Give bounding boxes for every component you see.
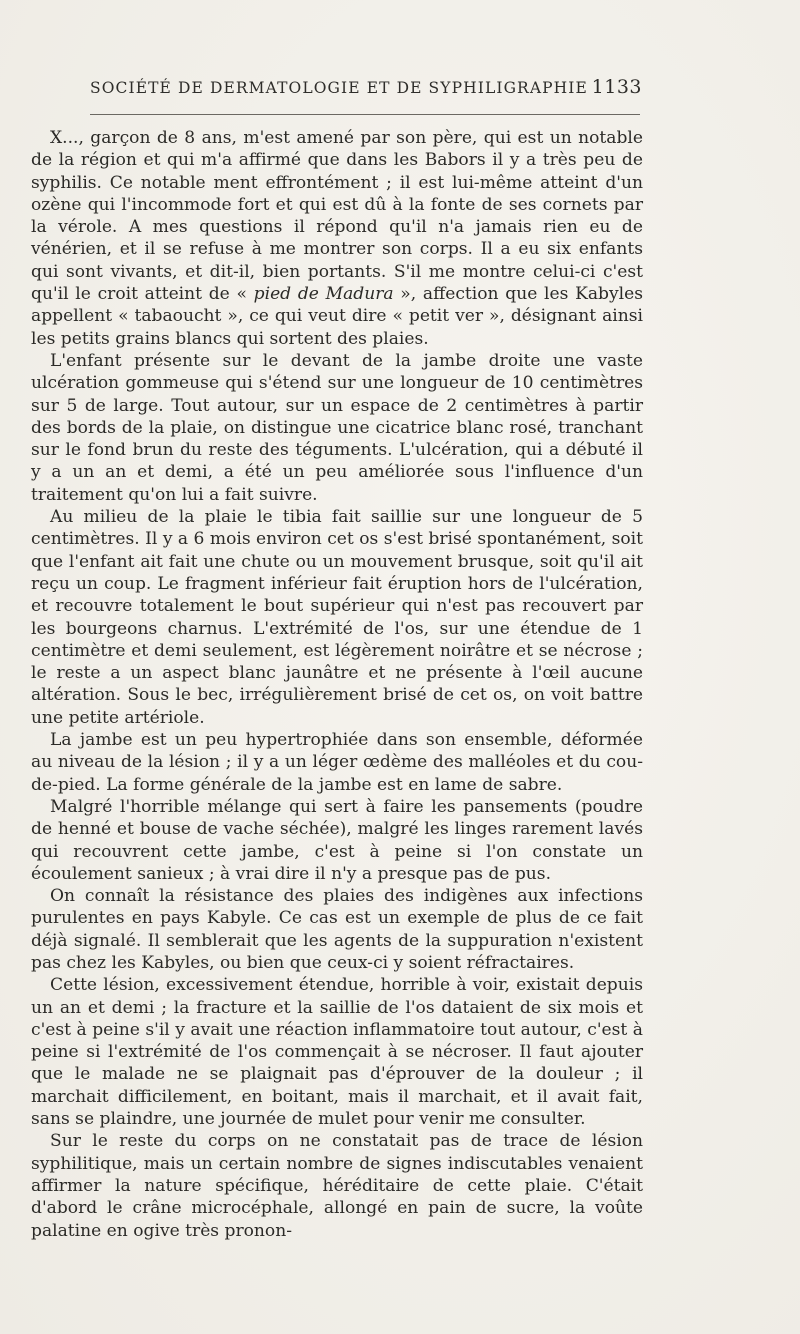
paragraph-7: Cette lésion, excessivement étendue, horrible à voir, existait depuis un an et demi ; la fracture et la saillie de l'os dataient de six mois et c'est à peine s'il y avait une réaction inflammatoire tout autour, c'est à peine si l'extrémité de l'os commençait à se nécroser. Il faut ajouter que le malade ne se plaignait pas d'éprouver de la douleur ; il marchait difficilement, en boitant, mais il marchait, et il avait fait, sans se plaindre, une journée de mulet pour venir me consulter. [31,975,643,1130]
paragraph-6: On connaît la résistance des plaies des indigènes aux infections purulentes en pays Kabyle. Ce cas est un exemple de plus de ce fait déjà signalé. Il semblerait que les agents de la suppuration n'existent pas chez les Kabyles, ou bien que ceux-ci y soient réfractaires. [31,886,643,973]
paragraph-4: La jambe est un peu hypertrophiée dans son ensemble, déformée au niveau de la lésion ; il y a un léger œdème des malléoles et du cou-de-pied. La forme générale de la jambe est en lame de sabre. [31,730,643,795]
paragraph-1-italic-term: pied de Madura [253,284,394,305]
paragraph-5: Malgré l'horrible mélange qui sert à faire les pansements (poudre de henné et bouse de vache séchée), malgré les linges rarement lavés qui recouvrent cette jambe, c'est à peine si l'on constate un écoulement sanieux ; à vrai dire il n'y a presque pas de pus. [31,796,643,884]
paragraph-1-text-a: X..., garçon de 8 ans, m'est amené par son père, qui est un notable de la région et qui m'a affirmé que dans les Babors il y a très peu de syphilis. Ce notable ment effrontément ; il est lui-même atteint d'un ozène qui l'incommode fort et qui est dû à la fonte de ses cornets par la vérole. A mes questions il répond qu'il n'a jamais rien eu de vénérien, et il se refuse à me montrer son corps. Il a eu six enfants qui sont vivants, et dit-il, bien portants. S'il me montre celui-ci c'est qu'il le croit atteint de « [31,128,643,305]
page-number: 1133 [591,76,642,98]
paragraph-8: Sur le reste du corps on ne constatait pas de trace de lésion syphilitique, mais un certain nombre de signes indiscutables venaient affirmer la nature spécifique, héréditaire de cette plaie. C'était d'abord le crâne microcéphale, allongé en pain de sucre, la voûte palatine en ogive très pronon- [31,1131,643,1241]
body-text [31,127,643,1242]
running-header [90,76,642,98]
header-rule [90,114,640,115]
running-title: SOCIÉTÉ DE DERMATOLOGIE ET DE SYPHILIGRAPHIE [90,79,588,97]
paragraph-2: L'enfant présente sur le devant de la jambe droite une vaste ulcération gommeuse qui s'étend sur une longueur de 10 centimètres sur 5 de large. Tout autour, sur un espace de 2 centimètres à partir des bords de la plaie, on distingue une cicatrice blanc rosé, tranchant sur le fond brun du reste des téguments. L'ulcération, qui a débuté il y a un an et demi, a été un peu améliorée sous l'influence d'un traitement qu'on lui a fait suivre. [31,350,643,505]
paragraph-3: Au milieu de la plaie le tibia fait saillie sur une longueur de 5 centimètres. Il y a 6 mois environ cet os s'est brisé spontanément, soit que l'enfant ait fait une chute ou un mouvement brusque, soit qu'il ait reçu un coup. Le fragment inférieur fait éruption hors de l'ulcération, et recouvre totalement le bout supérieur qui n'est pas recouvert par les bourgeons charnus. L'extrémité de l'os, sur une étendue de 1 centimètre et demi seulement, est légèrement noirâtre et se nécrose ; le reste a un aspect blanc jaunâtre et ne présente à l'œil aucune altération. Sous le bec, irrégulièrement brisé de cet os, on voit battre une petite artériole. [31,507,643,728]
paragraph-1 [31,127,643,350]
paragraph-1-text-b: », affection que les Kabyles appellent « tabaoucht », ce qui veut dire « petit ver », désignant ainsi les petits grains blancs qui sortent des plaies. [31,284,643,349]
